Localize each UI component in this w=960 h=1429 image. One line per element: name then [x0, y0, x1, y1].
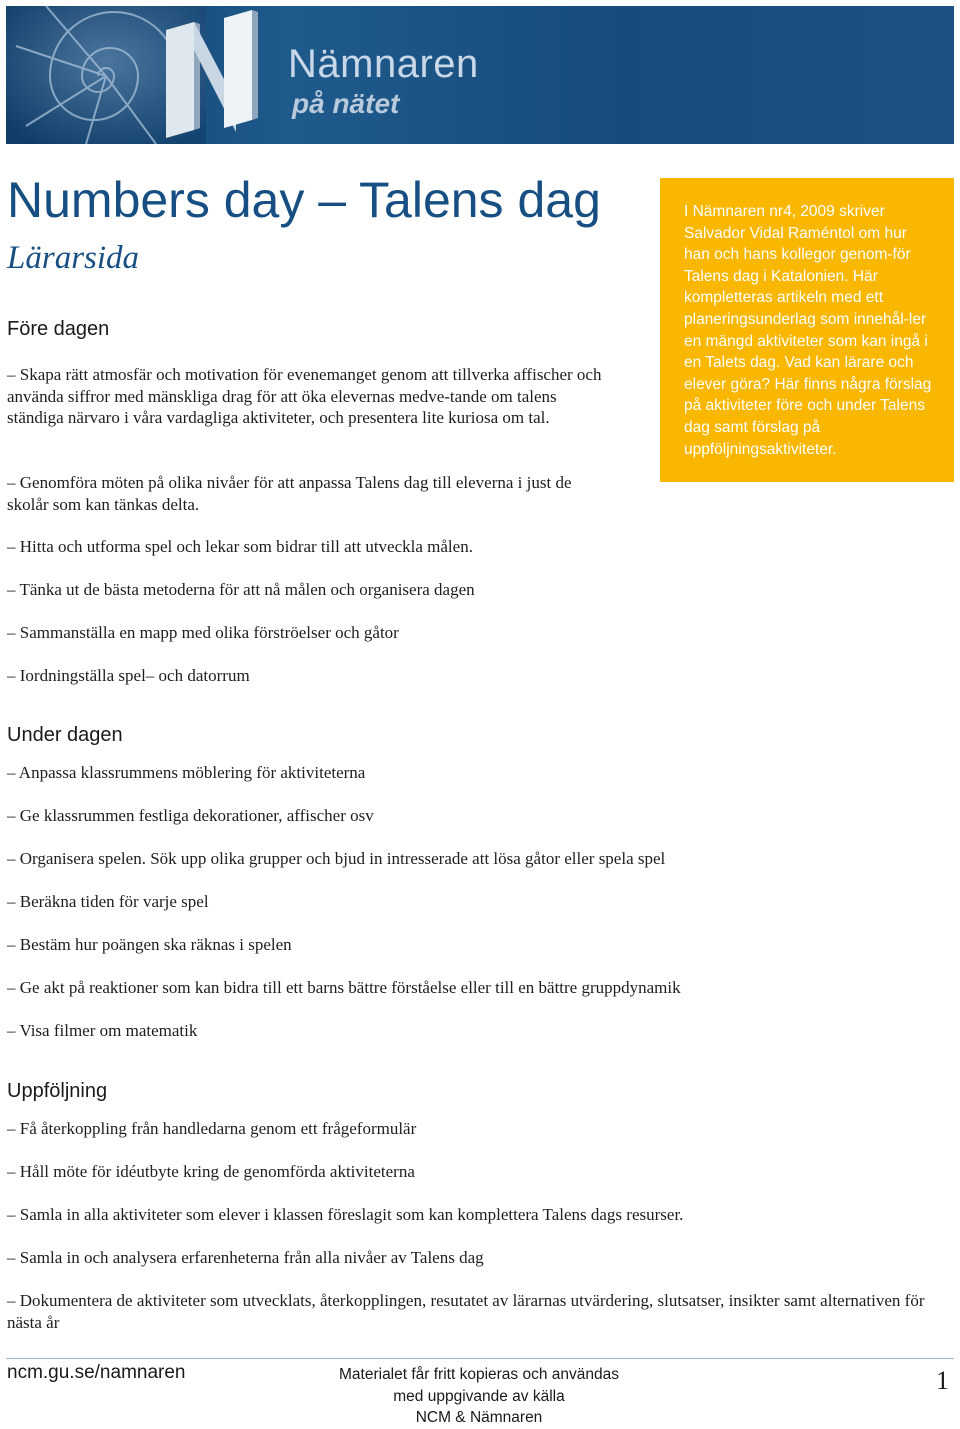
section-heading-uppfoljning: Uppföljning	[7, 1080, 108, 1102]
header-banner	[6, 6, 954, 144]
list-item: – Ge akt på reaktioner som kan bidra till ett barns bättre förståelse eller till en bättre gruppdynamik	[7, 978, 681, 997]
list-item: – Organisera spelen. Sök upp olika grupper och bjud in intresserade att lösa gåtor eller spela spel	[7, 849, 666, 868]
list-item: – Genomföra möten på olika nivåer för att anpassa Talens dag till eleverna i just de skolår som kan tänkas delta.	[7, 473, 572, 514]
section-heading-fore-dagen: Före dagen	[7, 318, 110, 340]
footer-url-link[interactable]: ncm.gu.se/namnaren	[7, 1362, 186, 1383]
page-subtitle: Lärarsida	[7, 240, 140, 276]
list-item: – Beräkna tiden för varje spel	[7, 892, 209, 911]
list-item: – Hitta och utforma spel och lekar som bidrar till att utveckla målen.	[7, 537, 473, 556]
info-box	[660, 178, 954, 482]
list-item: – Ge klassrummen festliga dekorationer, affischer osv	[7, 806, 374, 825]
footer-note-line: Materialet får fritt kopieras och användas	[339, 1366, 619, 1383]
list-item: – Samla in alla aktiviteter som elever i klassen föreslagit som kan komplettera Talens dags resurser.	[7, 1205, 684, 1224]
banner-subtitle: på nätet	[292, 88, 400, 119]
page-number: 1	[936, 1366, 949, 1395]
list-item: – Anpassa klassrummens möblering för aktiviteterna	[7, 763, 366, 782]
list-item: – Bestäm hur poängen ska räknas i spelen	[7, 935, 292, 954]
list-item: – Håll möte för idéutbyte kring de genomförda aktiviteterna	[7, 1162, 415, 1181]
footer-note	[304, 1364, 654, 1429]
banner-title: Nämnaren	[288, 42, 479, 86]
footer-note-line: NCM & Nämnaren	[415, 1409, 543, 1426]
list-item: – Skapa rätt atmosfär och motivation för evenemanget genom att tillverka affischer och använda siffror med mänskliga drag för att öka elevernas medve-tande om talens ständiga närvaro i våra vardagliga aktiviteter, och presentera lite kuriosa om tal.	[7, 365, 602, 427]
list-item: – Tänka ut de bästa metoderna för att nå målen och organisera dagen	[7, 580, 475, 599]
list-item: – Samla in och analysera erfarenheterna från alla nivåer av Talens dag	[7, 1248, 484, 1267]
section-heading-under-dagen: Under dagen	[7, 724, 123, 746]
footer-note-line: med uppgivande av källa	[393, 1387, 565, 1405]
list-item: – Sammanställa en mapp med olika förströelser och gåtor	[7, 623, 399, 642]
page-title: Numbers day – Talens dag	[7, 172, 601, 228]
info-box-text: I Nämnaren nr4, 2009 skriver Salvador Vidal Raméntol om hur han och hans kollegor genom-för Talens dag i Katalonien. Här kompletteras artikeln med ett planeringsunderlag som innehål-ler en mängd aktiviteter som kan ingå i en Talets dag. Vad kan lärare och elever göra? Här finns några förslag på aktiviteter före och under Talens dag samt förslag på uppföljningsaktiviteter.	[684, 203, 932, 458]
n-logo-icon	[156, 10, 266, 140]
list-item: – Visa filmer om matematik	[7, 1021, 198, 1040]
list-item: – Få återkoppling från handledarna genom ett frågeformulär	[7, 1119, 417, 1138]
list-item: – Dokumentera de aktiviteter som utvecklats, återkopplingen, resutatet av lärarnas utvärdering, slutsatser, insikter samt alternativen för nästa år	[7, 1291, 925, 1332]
list-item: – Iordningställa spel– och datorrum	[7, 666, 250, 685]
footer-divider	[6, 1358, 954, 1359]
